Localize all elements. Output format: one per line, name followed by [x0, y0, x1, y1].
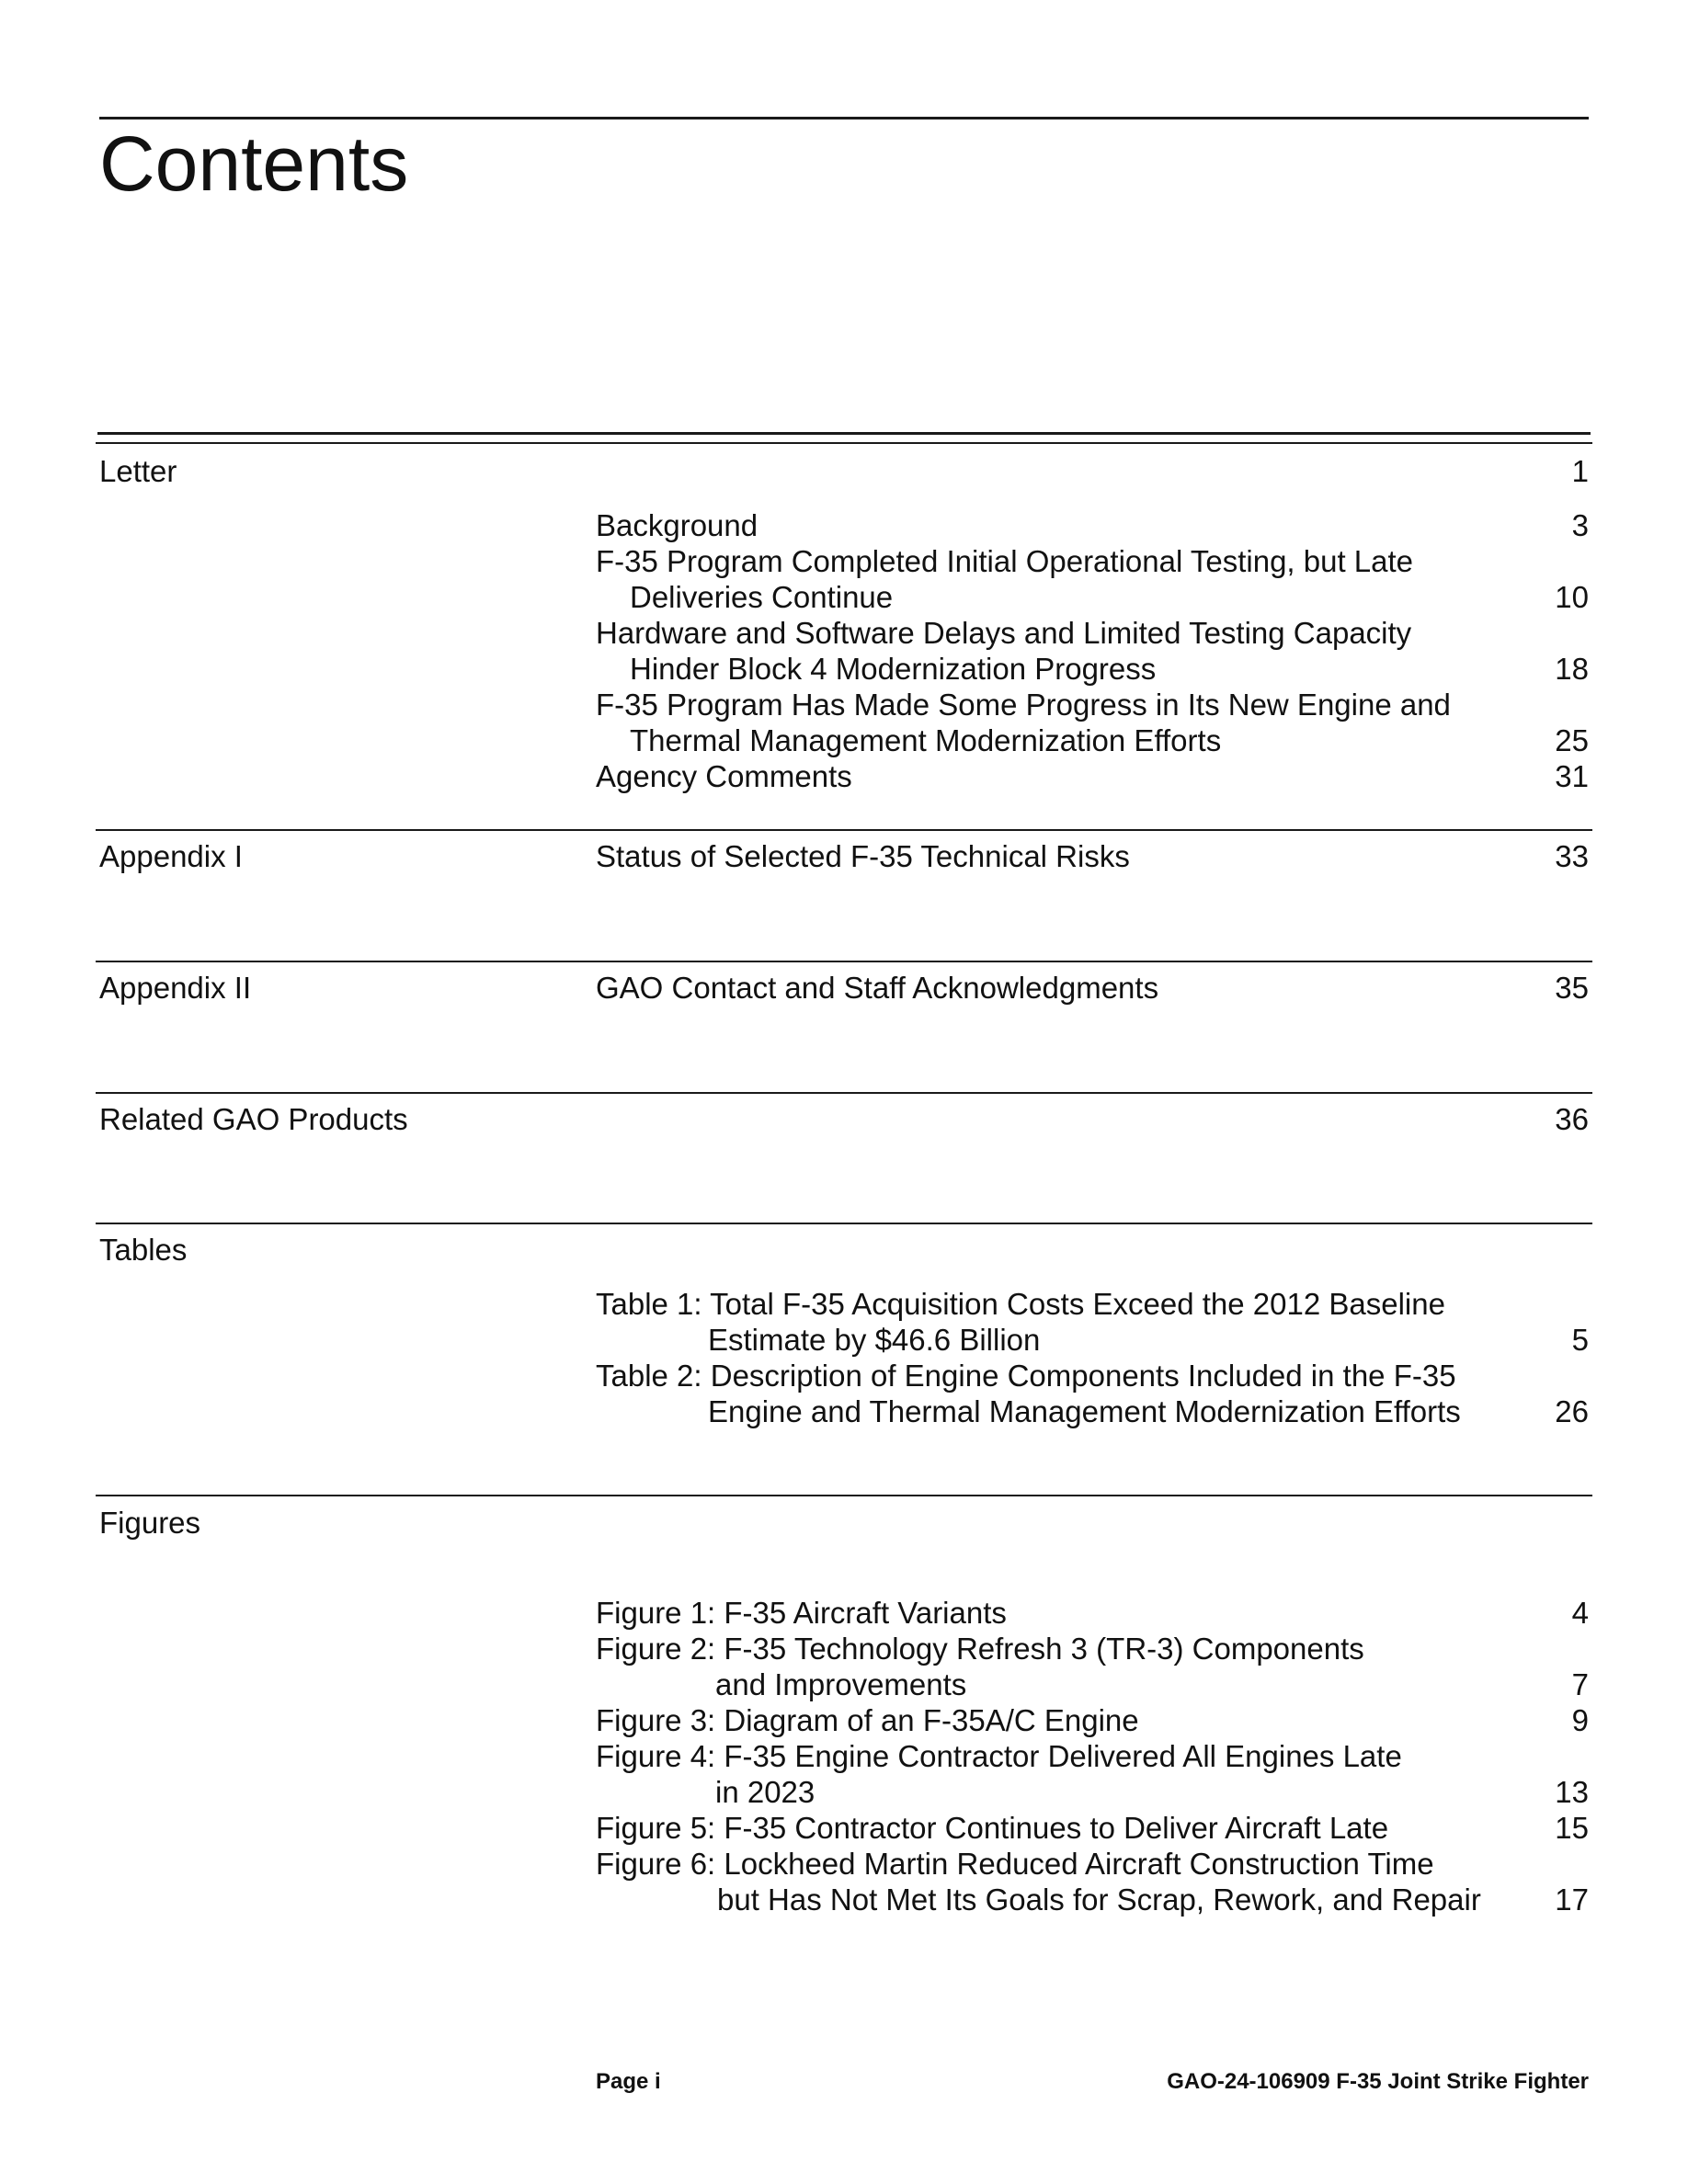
page-number: 4	[1571, 1596, 1589, 1630]
page-number: 36	[1555, 1102, 1589, 1136]
page-number: 1	[1571, 454, 1589, 488]
section-label: Figures	[99, 1506, 201, 1540]
entry-text-continued: Hinder Block 4 Modernization Progress	[630, 652, 1157, 686]
entry-text-continued: Engine and Thermal Management Modernization Efforts	[708, 1394, 1461, 1428]
section-divider	[96, 829, 1592, 831]
page-number: 18	[1555, 652, 1589, 686]
entry-text: Table 1: Total F-35 Acquisition Costs Exceed the 2012 Baseline	[596, 1287, 1445, 1321]
page-number: 15	[1555, 1811, 1589, 1845]
entry-text-continued: Thermal Management Modernization Efforts	[630, 723, 1222, 757]
section-divider	[96, 1223, 1592, 1224]
page-number: 10	[1555, 580, 1589, 614]
section-label[interactable]: Appendix II	[99, 971, 252, 1005]
page-number: 13	[1555, 1775, 1589, 1809]
entry-text-continued: and Improvements	[715, 1667, 967, 1701]
page-number: 25	[1555, 723, 1589, 757]
entry-text: Figure 1: F-35 Aircraft Variants	[596, 1596, 1007, 1630]
section-label: Tables	[99, 1233, 188, 1267]
section-label[interactable]: Appendix I	[99, 839, 243, 873]
page-number: 7	[1571, 1667, 1589, 1701]
section-divider	[96, 1092, 1592, 1094]
entry-text: Table 2: Description of Engine Components Included in the F-35	[596, 1359, 1456, 1393]
footer-report-id: GAO-24-106909 F-35 Joint Strike Fighter	[1167, 2069, 1589, 2094]
entry-text: GAO Contact and Staff Acknowledgments	[596, 971, 1159, 1005]
page-title: Contents	[99, 120, 409, 207]
entry-text: Figure 5: F-35 Contractor Continues to Deliver Aircraft Late	[596, 1811, 1389, 1845]
entry-text: Figure 3: Diagram of an F-35A/C Engine	[596, 1703, 1139, 1737]
page-number: 26	[1555, 1394, 1589, 1428]
page-number: 35	[1555, 971, 1589, 1005]
entry-text: Hardware and Software Delays and Limited Testing Capacity	[596, 616, 1412, 650]
section-label[interactable]: Related GAO Products	[99, 1102, 408, 1136]
entry-text: Status of Selected F-35 Technical Risks	[596, 839, 1130, 873]
page-number: 3	[1571, 508, 1589, 542]
entry-text-continued: in 2023	[715, 1775, 815, 1809]
page-number: 33	[1555, 839, 1589, 873]
entry-text: Background	[596, 508, 758, 542]
entry-text-continued: Estimate by $46.6 Billion	[708, 1323, 1041, 1357]
entry-text: Figure 4: F-35 Engine Contractor Delivered All Engines Late	[596, 1739, 1402, 1773]
section-divider	[96, 1495, 1592, 1496]
footer-page-label: Page i	[596, 2069, 661, 2094]
page-number: 5	[1571, 1323, 1589, 1357]
page-number: 9	[1571, 1703, 1589, 1737]
entry-text-continued: but Has Not Met Its Goals for Scrap, Rework, and Repair	[717, 1883, 1481, 1917]
contents-rule-thick	[97, 432, 1591, 435]
section-label[interactable]: Letter	[99, 454, 177, 488]
entry-text: F-35 Program Completed Initial Operational Testing, but Late	[596, 544, 1414, 578]
entry-text: Figure 2: F-35 Technology Refresh 3 (TR-3) Components	[596, 1632, 1364, 1666]
entry-text-continued: Deliveries Continue	[630, 580, 894, 614]
section-divider	[96, 961, 1592, 962]
entry-text: F-35 Program Has Made Some Progress in Its New Engine and	[596, 688, 1451, 722]
entry-text: Agency Comments	[596, 759, 852, 793]
entry-text: Figure 6: Lockheed Martin Reduced Aircraft Construction Time	[596, 1847, 1434, 1881]
page-number: 31	[1555, 759, 1589, 793]
page-number: 17	[1555, 1883, 1589, 1917]
contents-rule-thin	[96, 442, 1592, 444]
